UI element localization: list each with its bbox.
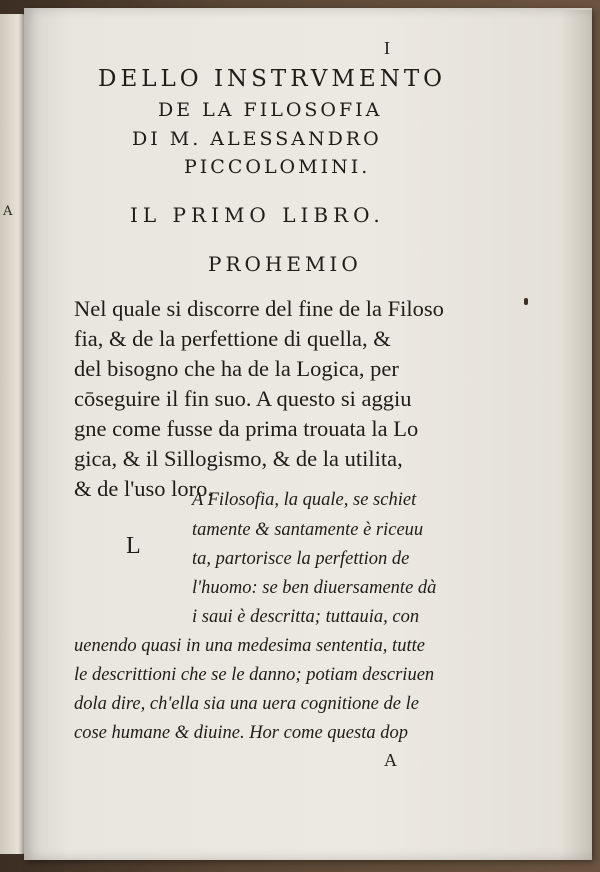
left-page-edge bbox=[0, 14, 26, 854]
body-line: cose humane & diuine. Hor come questa dop bbox=[74, 723, 408, 743]
book-page bbox=[24, 8, 592, 860]
proem-heading: PROHEMIO bbox=[208, 252, 362, 276]
drop-cap: L bbox=[126, 533, 141, 559]
book-heading: IL PRIMO LIBRO. bbox=[130, 203, 385, 227]
folio-number: I bbox=[384, 38, 390, 58]
summary-line: del bisogno che ha de la Logica, per bbox=[74, 356, 399, 381]
body-line: i saui è descritta; tuttauia, con bbox=[192, 607, 420, 627]
body-line: uenendo quasi in una medesima sententia, tutte bbox=[74, 636, 425, 656]
body-line: l'huomo: se ben diuersamente dà bbox=[192, 578, 437, 598]
summary-line: gica, & il Sillogismo, & de la utilita, bbox=[74, 446, 403, 471]
title-line-4: PICCOLOMINI. bbox=[184, 156, 371, 178]
left-page-mark: A bbox=[3, 204, 13, 219]
body-line: ta, partorisce la perfettion de bbox=[192, 549, 410, 569]
title-line-1: DELLO INSTRVMENTO bbox=[98, 66, 447, 92]
body-line: dola dire, ch'ella sia una uera cognitione de le bbox=[74, 694, 419, 714]
body-line: A Filosofia, la quale, se schiet bbox=[192, 490, 417, 510]
summary-line: & de l'uso loro. bbox=[74, 476, 214, 501]
summary-line: gne come fusse da prima trouata la Lo bbox=[74, 416, 419, 441]
body-line: le descrittioni che se le danno; potiam descriuen bbox=[74, 665, 435, 685]
catchword: A bbox=[384, 750, 397, 770]
title-line-3: DI M. ALESSANDRO bbox=[132, 128, 382, 150]
ink-spot bbox=[524, 298, 528, 305]
summary-line: cōseguire il fin suo. A questo si aggiu bbox=[74, 386, 412, 411]
body-line: tamente & santamente è riceuu bbox=[192, 520, 424, 540]
summary-line: Nel quale si discorre del fine de la Filoso bbox=[74, 296, 444, 321]
summary-line: fia, & de la perfettione di quella, & bbox=[74, 326, 391, 351]
title-line-2: DE LA FILOSOFIA bbox=[158, 99, 383, 121]
page-edge-shadow bbox=[560, 10, 592, 860]
